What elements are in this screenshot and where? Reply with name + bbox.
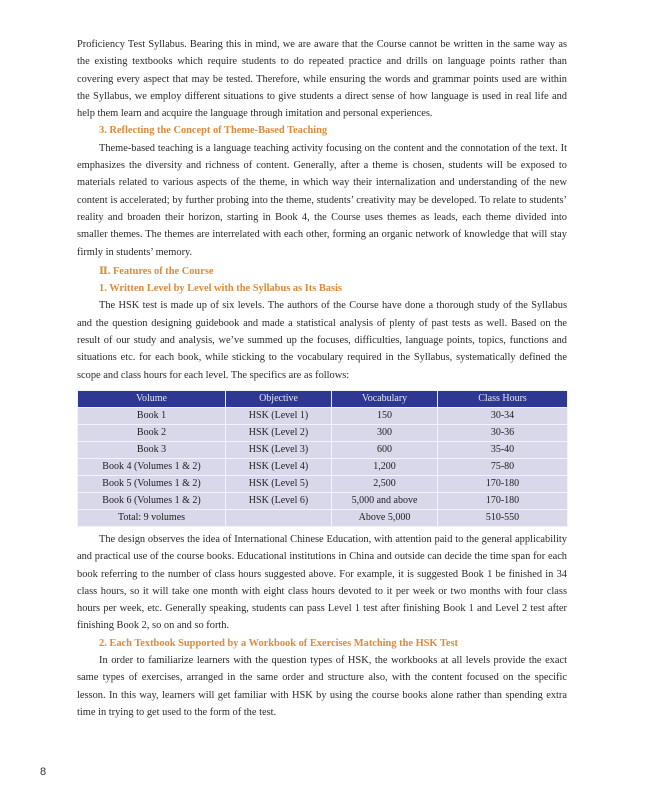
column-header-objective: Objective (226, 390, 332, 407)
document-page (77, 36, 567, 721)
cell-vocabulary: 5,000 and above (332, 492, 438, 509)
feature-2-heading: 2. Each Textbook Supported by a Workbook of Exercises Matching the HSK Test (99, 637, 459, 649)
column-header-vocabulary: Vocabulary (332, 390, 438, 407)
after-table-paragraph: The design observes the idea of International Chinese Education, with attention paid to the general applicability and practical use of the course books. Educational institutions in China and outside can decide the time span for each book referring to the number of class hours suggested above. For example, it is suggested Book 1 be finished in 34 class hours, so it will take one month with eight class hours devoted to it per week or two months with four class hours per week, etc. Generally speaking, students can pass Level 1 test after finishing Book 1 and Level 2 test after finishing Book 2, so on and so forth. (77, 533, 567, 632)
cell-objective: HSK (Level 6) (226, 492, 332, 509)
table-total-row (78, 509, 568, 526)
column-header-class-hours: Class Hours (438, 390, 568, 407)
cell-objective: HSK (Level 2) (226, 424, 332, 441)
cell-vocabulary: Above 5,000 (332, 509, 438, 526)
feature-1-heading: 1. Written Level by Level with the Syllabus as Its Basis (99, 283, 342, 295)
section-3-paragraph: Theme-based teaching is a language teaching activity focusing on the content and the connotation of the text. It emphasizes the diversity and richness of content. Generally, after a theme is chosen, students will be exposed to materials related to various aspects of the theme, in which way their internalization and understanding of the new content is accelerated; by further probing into the theme, students’ creativity may be developed. To relate to students’ reality and broaden their horizon, starting in Book 4, the Course uses themes as leads, each theme divided into smaller themes. The themes are interrelated with each other, forming an organic network of knowledge that will stay firmly in students’ memory. (77, 142, 567, 258)
course-specs-table (77, 390, 568, 527)
cell-class-hours: 35-40 (438, 441, 568, 458)
column-header-volume: Volume (78, 390, 226, 407)
table-header-row (78, 390, 568, 407)
table-row (78, 407, 568, 424)
cell-vocabulary: 300 (332, 424, 438, 441)
cell-volume: Book 2 (78, 424, 226, 441)
cell-class-hours: 170-180 (438, 475, 568, 492)
cell-vocabulary: 1,200 (332, 458, 438, 475)
table-row (78, 492, 568, 509)
page-number: 8 (40, 766, 47, 778)
cell-volume: Book 4 (Volumes 1 & 2) (78, 458, 226, 475)
cell-class-hours: 30-36 (438, 424, 568, 441)
cell-volume: Total: 9 volumes (78, 509, 226, 526)
cell-class-hours: 75-80 (438, 458, 568, 475)
table-row (78, 475, 568, 492)
table-row (78, 441, 568, 458)
cell-objective: HSK (Level 5) (226, 475, 332, 492)
cell-vocabulary: 600 (332, 441, 438, 458)
feature-2-paragraph: In order to familiarize learners with the question types of HSK, the workbooks at all levels provide the exact same types of exercises, arranged in the same order and structure also, with the content focused on the specific lesson. In this way, learners will get familiar with HSK by using the course books alone rather than spending extra time in trying to get used to the form of the test. (77, 655, 567, 718)
cell-volume: Book 5 (Volumes 1 & 2) (78, 475, 226, 492)
cell-vocabulary: 150 (332, 407, 438, 424)
section-3-heading: 3. Reflecting the Concept of Theme-Based Teaching (99, 125, 328, 137)
cell-volume: Book 6 (Volumes 1 & 2) (78, 492, 226, 509)
cell-volume: Book 3 (78, 441, 226, 458)
cell-volume: Book 1 (78, 407, 226, 424)
cell-class-hours: 30-34 (438, 407, 568, 424)
cell-class-hours: 510-550 (438, 509, 568, 526)
cell-objective: HSK (Level 4) (226, 458, 332, 475)
table-row (78, 458, 568, 475)
part-2-heading: Ⅱ. Features of the Course (99, 265, 214, 277)
cell-objective (226, 509, 332, 526)
table-row (78, 424, 568, 441)
intro-paragraph: Proficiency Test Syllabus. Bearing this in mind, we are aware that the Course cannot be written in the same way as the existing textbooks which require students to do repeated practice and drills on language points rather than covering every aspect that may be tested. Therefore, while ensuring the words and grammar points used are within the Syllabus, we employ different situations to give students a direct sense of how language is used in real life and help them learn and acquire the language through imitation and personal experiences. (77, 39, 567, 120)
cell-vocabulary: 2,500 (332, 475, 438, 492)
cell-class-hours: 170-180 (438, 492, 568, 509)
feature-1-paragraph: The HSK test is made up of six levels. The authors of the Course have done a thorough study of the Syllabus and the question designing guidebook and made a statistical analysis of plenty of past tests as well. Based on the result of our study and analysis, we’ve summed up the focuses, difficulties, language points, topics, functions and situations etc. for each book, while sticking to the vocabulary required in the Syllabus, systematically defined the scope and class hours for each level. The specifics are as follows: (77, 300, 567, 381)
cell-objective: HSK (Level 1) (226, 407, 332, 424)
cell-objective: HSK (Level 3) (226, 441, 332, 458)
